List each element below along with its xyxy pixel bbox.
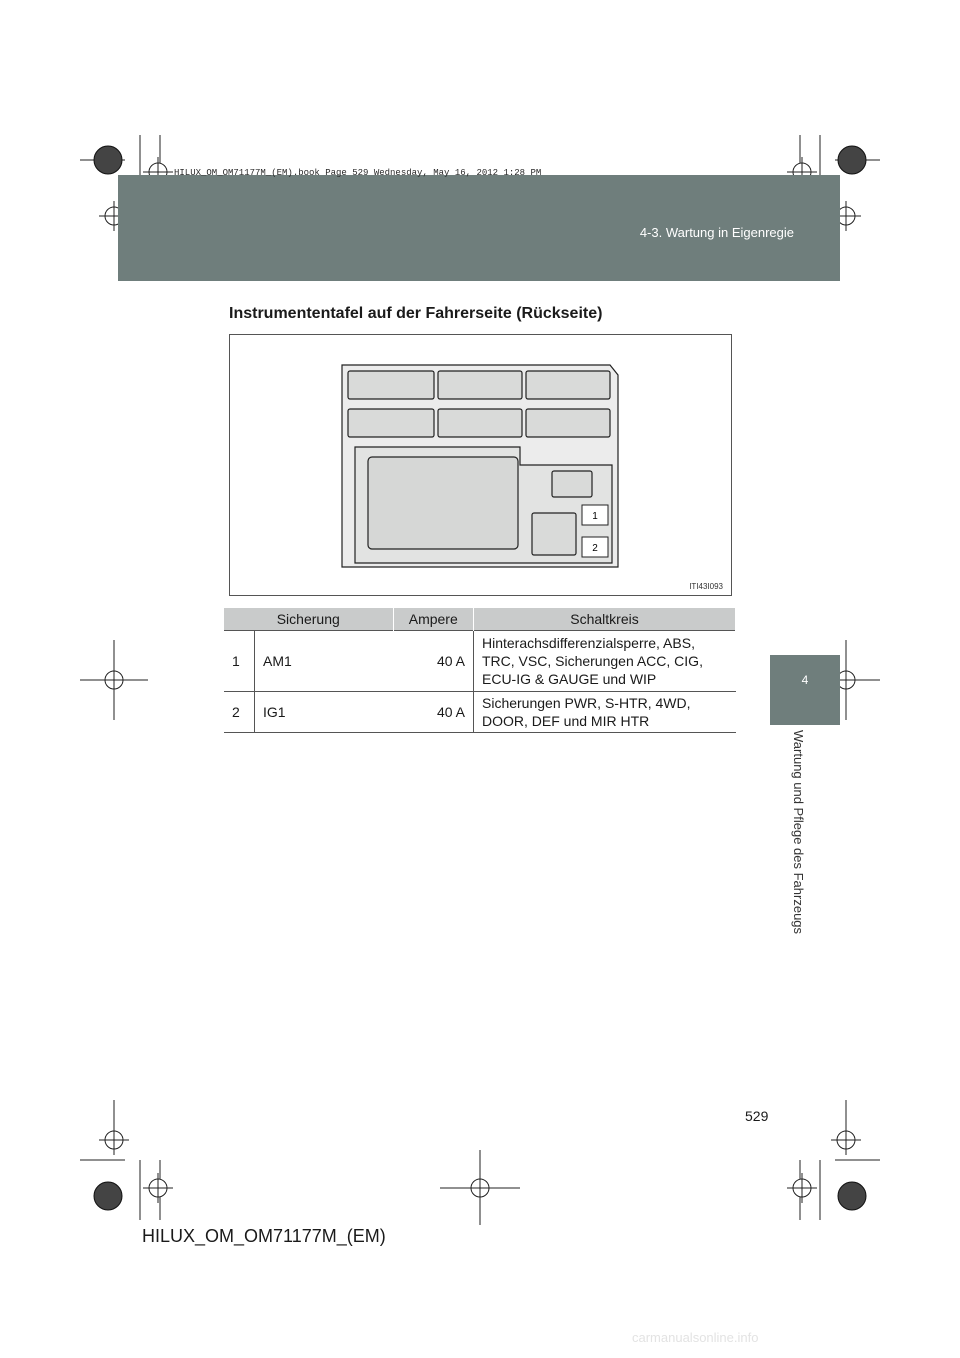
fuse-circuit: Sicherungen PWR, S-HTR, 4WD, DOOR, DEF und MIR HTR xyxy=(474,692,736,733)
fuse-box-figure xyxy=(229,334,732,596)
section-title: 4-3. Wartung in Eigenregie xyxy=(639,225,794,240)
table-header-row xyxy=(224,608,736,631)
fuse-ampere: 40 A xyxy=(393,692,474,733)
callout-2 xyxy=(582,537,608,557)
callout-1 xyxy=(582,505,608,525)
col-header-ampere: Ampere xyxy=(393,608,474,631)
col-header-schaltkreis: Schaltkreis xyxy=(474,608,736,631)
fuse-circuit: Hinterachsdifferenzialsperre, ABS, TRC, VSC, Sicherungen ACC, CIG, ECU-IG & GAUGE und WIP xyxy=(474,631,736,692)
fuse-name: IG1 xyxy=(255,692,394,733)
book-info: HILUX_OM_OM71177M_(EM).book Page 529 Wednesday, May 16, 2012 1:28 PM xyxy=(174,168,542,178)
fuse-number: 2 xyxy=(224,692,255,733)
fuse-box-drawing xyxy=(230,335,731,595)
callout-2-label: 2 xyxy=(592,543,598,554)
fuse-number: 1 xyxy=(224,631,255,692)
page-number: 529 xyxy=(745,1108,769,1124)
chapter-title: Wartung und Pflege des Fahrzeugs xyxy=(791,730,806,935)
fuse-table xyxy=(224,608,736,733)
chapter-number: 4 xyxy=(801,673,809,687)
footer-code: HILUX_OM_OM71177M_(EM) xyxy=(142,1226,386,1246)
table-row xyxy=(224,631,736,692)
chapter-tab xyxy=(770,655,840,725)
figure-code: ITI43I093 xyxy=(689,582,723,591)
callout-1-label: 1 xyxy=(592,511,598,522)
table-row xyxy=(224,692,736,733)
col-header-sicherung: Sicherung xyxy=(224,608,393,631)
page-heading: Instrumententafel auf der Fahrerseite (Rückseite) xyxy=(229,305,603,322)
fuse-ampere: 40 A xyxy=(393,631,474,692)
watermark: carmanualsonline.info xyxy=(632,1330,759,1345)
fuse-name: AM1 xyxy=(255,631,394,692)
